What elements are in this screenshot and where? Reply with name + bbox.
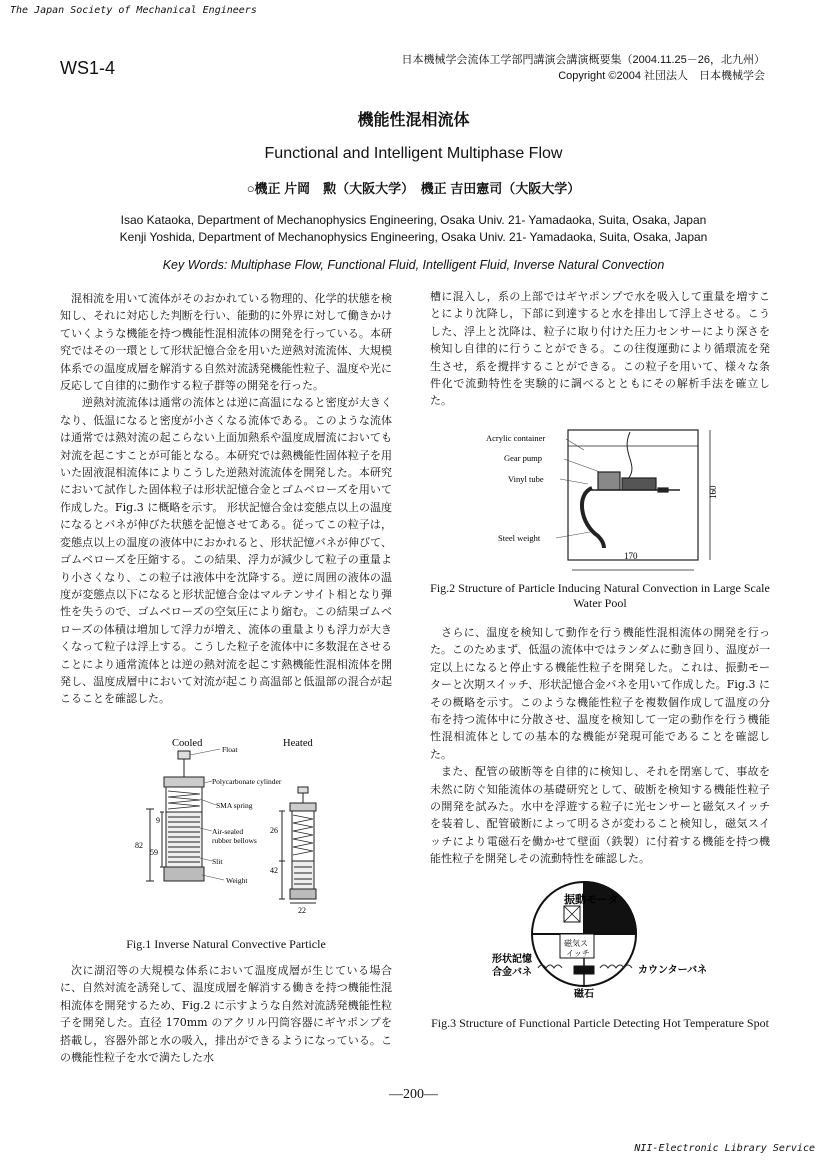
body-right-top	[430, 288, 770, 410]
fig1-callout-float: Float	[222, 745, 238, 754]
fig1-dim-22: 22	[298, 906, 306, 915]
fig1-callout-sma: SMA spring	[216, 801, 253, 810]
fig1-label-heated: Heated	[283, 738, 313, 749]
fig1-caption: Fig.1 Inverse Natural Convective Particle	[126, 937, 326, 951]
library-footer: NII-Electronic Library Service	[634, 1143, 815, 1154]
fig2-container	[568, 430, 710, 570]
fig1-dim-59: 59	[150, 848, 158, 857]
paragraph-1: 混相流を用いて流体がそのおかれている物理的、化学的状態を検知し、それに対応した判断を行い、能動的に外界に対して働きかけていくような機能を持つ機能性混相流体の開発を行っている。本研究ではその一環として形状記憶合金を用いた逆熱対流流体、大規模体系での温度成層を解消する自然対流誘発機能性粒子、温度や光に反応して自律的に動作する粒子群等の開発を行った。	[60, 292, 392, 393]
society-header: The Japan Society of Mechanical Engineers	[10, 5, 257, 16]
fig1-dim-9: 9	[156, 816, 160, 825]
fig1-cooled-particle	[146, 751, 204, 881]
fig2-callout-gearpump: Gear pump	[504, 453, 543, 463]
fig2-callout-acrylic: Acrylic container	[486, 433, 546, 443]
affiliations	[0, 212, 827, 246]
conference-name: 日本機械学会流体工学部門講演会講演概要集（2004.11.25－26，北九州）	[401, 54, 765, 66]
fig2-diagram	[480, 424, 730, 576]
fig2-dim-160: 160	[708, 485, 718, 499]
keywords: Key Words: Multiphase Flow, Functional Fluid, Intelligent Fluid, Inverse Natural Convection	[162, 258, 665, 272]
fig1-callout-slit: Slit	[212, 857, 223, 866]
fig3-label-counter-spring: カウンターバネ	[638, 965, 708, 976]
paragraph-3: 次に湖沼等の大規模な体系において温度成層が生じている場合に、自然対流を誘発して、温度成層を解消する働きを持つ機能性混相流体を開発するため、Fig.2 に示すような自然対流誘発機能性粒子を開発した。直径 170mm のアクリル円筒容器にギヤポンプを搭載し，容器外部と水の吸入，排出ができるようになっている。この機能性粒子を水で満たした水	[60, 964, 392, 1065]
fig2-callout-vinyl: Vinyl tube	[508, 474, 544, 484]
fig2-dim-170: 170	[624, 551, 638, 561]
fig3-caption: Fig.3 Structure of Functional Particle Detecting Hot Temperature Spot	[431, 1016, 769, 1030]
paragraph-6: また、配管の破断等を自律的に検知し、それを閉塞して、事故を未然に防ぐ知能流体の基礎研究として、破断を検知する機能性粒子の開発を試みた。水中を浮遊する粒子に光センサーと磁気スイッチを装着し、配管破断によって明るさが変わること検知し，磁気スイッチにより電磁石を働かせて壁面（鉄製）に付着する機能を持つ機能性粒子を開発しその流動特性を確認した。	[430, 765, 770, 866]
fig3-label-switch-2: イッチ	[566, 949, 590, 958]
fig1-heated-particle	[279, 787, 316, 903]
fig2-caption: Fig.2 Structure of Particle Inducing Natural Convection in Large Scale Water Pool	[430, 581, 770, 610]
fig1-callout-bellows: rubber bellows	[212, 836, 257, 845]
fig1-callout-weight: Weight	[226, 876, 248, 885]
paragraph-2: 逆熱対流流体は通常の流体とは逆に高温になると密度が大きくなり、低温になると密度が小さくなる流体である。このような流体は通常では熱対流の起こらない上面加熱系や温度成層流においても対流を起こすことが可能となる。本研究では熱機能性固体粒子を用いた固液混相流体によりこうした逆熱対流流体を開発した。本研究において試作した固体粒子は形状記憶合金とゴムベローズを用いて作成した。Fig.3 に概略を示す。 形状記憶合金は変態点以上の温度になるとバネが伸びた状態を記憶させてある。従ってこの粒子は，変態点以上の温度の液体中におかれると、形状記憶バネが伸びて、ゴムベローズを圧縮する。この結果、浮力が減少して粒子の重量より小さくなり、この粒子は液体中を沈降する。逆に周囲の液体の温度が変態点以下になると形状記憶合金はマルテンサイト相となり弾性を失うので、ゴムベローズの空気圧により縮む。この結果ゴムベローズの体積は増加して浮力が増え、流体の重量よりも浮力が大きくなって粒子は浮上する。こうした粒子を流体中に多数混在させることにより通常流体とは逆の熱対流を起こす熱機能性混相流体を開発し、温度成層中において対流が起こり高温部と低温部の混合が起こることを確認した。	[60, 396, 392, 706]
fig1-dim-26: 26	[270, 826, 278, 835]
affiliation-2: Kenji Yoshida, Department of Mechanophysics Engineering, Osaka Univ. 21- Yamadaoka, Suita, Osaka, Japan	[119, 230, 708, 244]
affiliation-1: Isao Kataoka, Department of Mechanophysics Engineering, Osaka Univ. 21- Yamadaoka, Suita, Osaka, Japan	[120, 213, 707, 227]
paragraph-4: 槽に混入し，系の上部ではギヤポンプで水を吸入して重量を増すことにより沈降し，下部に到達すると水を排出して浮上させる。こうした、浮上と沈降は、粒子に取り付けた圧力センサーにより深さを検知し自律的に行うことができる。この往復運動により循環流を発生させ，系を攪拌することができる。この粒子を用いて、様々な条件化で流動特性を実験的に調べるとともにその解析手法を確立した。	[430, 290, 770, 408]
fig3-label-motor: 振動モータ	[564, 894, 619, 906]
session-id: WS1-4	[60, 58, 116, 78]
fig3-label-magnet: 磁石	[574, 989, 594, 1000]
fig3-diagram	[488, 876, 728, 1004]
fig1-diagram	[120, 733, 390, 933]
fig3-label-sma-2: 合金バネ	[492, 967, 532, 978]
title-japanese: 機能性混相流体	[357, 112, 470, 129]
fig1-label-cooled: Cooled	[172, 738, 203, 749]
fig1-dim-82: 82	[135, 841, 143, 850]
paragraph-5: さらに、温度を検知して動作を行う機能性混相流体の開発を行った。このためまず、低温の流体中ではランダムに動き回り、温度が一定以上になると停止する機能性粒子を開発した。これは、振動モーターと次期スイッチ、形状記憶合金バネを用いて作成した。Fig.3 にその概略を示す。このような機能性粒子を複数個作成して温度の分布を持つ流体中に分散させ、温度を検知して一定の動作を行う機能性混相流体としての基本的な機能が発現可能であることを確認した。	[430, 626, 770, 761]
authors: ○機正 片岡 勲（大阪大学） 機正 吉田憲司（大阪大学）	[246, 181, 581, 196]
fig2-callout-steel: Steel weight	[498, 533, 541, 543]
fig1-callout-cylinder: Polycarbonate cylinder	[212, 777, 282, 786]
copyright: Copyright ©2004 社団法人 日本機械学会	[558, 70, 765, 82]
body-left-bottom	[60, 962, 392, 1066]
fig1-callout-air: Air-sealed	[212, 827, 244, 836]
page-number: —200—	[389, 1087, 438, 1102]
body-left-top	[60, 290, 392, 708]
fig3-label-sma-1: 形状記憶	[492, 954, 532, 965]
body-right-bottom	[430, 624, 770, 868]
fig1-dim-42: 42	[270, 866, 278, 875]
title-english: Functional and Intelligent Multiphase Flow	[264, 145, 563, 162]
fig3-label-switch-1: 磁気ス	[564, 939, 588, 948]
conference-info	[402, 52, 765, 84]
